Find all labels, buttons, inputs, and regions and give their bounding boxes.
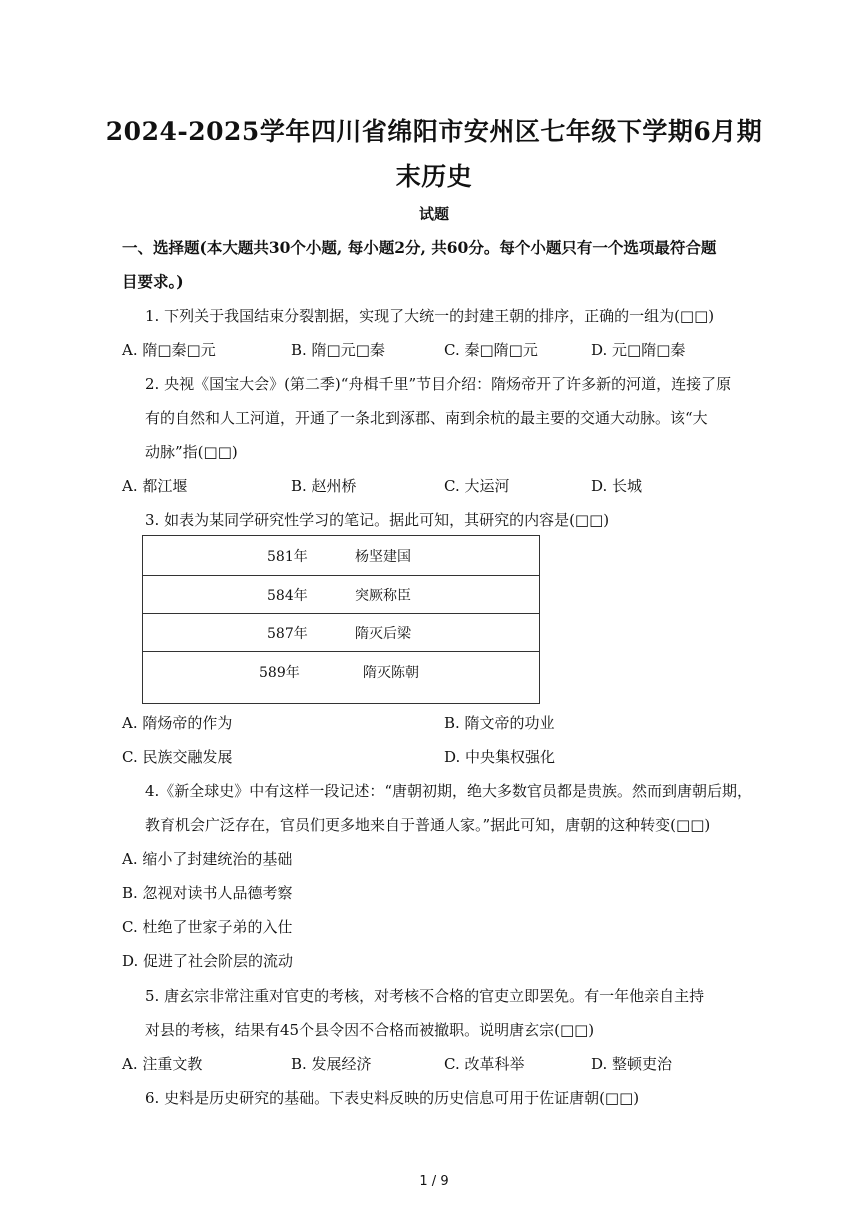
table-row [143,575,539,614]
section-heading-line-1: 一、选择题(本大题共30个小题, 每小题2分, 共60分。每个小题只有一个选项最符合题 [122,238,717,257]
question-1-option-a: A. 隋□秦□元 [122,341,216,359]
question-4-stem-line-1: 4.《新全球史》中有这样一段记述：“唐朝初期，绝大多数官员都是贵族。然而到唐朝后期， [145,782,752,800]
question-1-stem: 1. 下列关于我国结束分裂割据，实现了大统一的封建王朝的排序，正确的一组为(□□) [145,307,715,325]
question-2-option-b: B. 赵州桥 [291,477,357,495]
question-5-option-d: D. 整顿吏治 [591,1055,673,1073]
question-2-stem-line-3: 动脉”指(□□) [145,443,238,461]
document-title-line-1: 2024-2025学年四川省绵阳市安州区七年级下学期6月期 [105,117,763,146]
question-6-stem: 6. 史料是历史研究的基础。下表史料反映的历史信息可用于佐证唐朝(□□) [145,1089,640,1107]
question-1-option-b: B. 隋□元□秦 [291,341,385,359]
question-3-option-d: D. 中央集权强化 [444,748,556,766]
question-3-option-a: A. 隋炀帝的作为 [122,714,233,732]
question-2-stem-line-1: 2. 央视《国宝大会》(第二季)“舟楫千里”节目介绍：隋炀帝开了许多新的河道，连接了原 [145,375,732,393]
table-row [143,613,539,652]
table-year-cell: 589年 [259,665,300,681]
question-5-stem-line-2: 对县的考核，结果有45个县令因不合格而被撤职。说明唐玄宗(□□) [145,1021,595,1039]
question-2-option-d: D. 长城 [591,477,643,495]
question-3-option-c: C. 民族交融发展 [122,748,233,766]
document-subtitle: 试题 [418,205,449,223]
table-year-cell: 587年 [267,626,308,642]
question-1-option-c: C. 秦□隋□元 [444,341,538,359]
table-event-cell: 突厥称臣 [355,588,411,604]
question-4-option-d: D. 促进了社会阶层的流动 [122,952,294,970]
table-event-cell: 隋灭后梁 [355,626,411,642]
question-2-option-a: A. 都江堰 [122,477,188,495]
question-2-option-c: C. 大运河 [444,477,510,495]
question-3-stem: 3. 如表为某同学研究性学习的笔记。据此可知，其研究的内容是(□□) [145,511,610,529]
table-year-cell: 581年 [267,549,308,565]
question-4-option-c: C. 杜绝了世家子弟的入仕 [122,918,293,936]
section-heading-line-2: 目要求。) [122,272,184,291]
table-row [143,536,539,576]
document-title-line-2: 末历史 [395,162,473,191]
question-3-option-b: B. 隋文帝的功业 [444,714,555,732]
question-4-stem-line-2: 教育机会广泛存在，官员们更多地来自于普通人家。”据此可知，唐朝的这种转变(□□) [145,816,711,834]
question-5-option-c: C. 改革科举 [444,1055,525,1073]
question-4-option-b: B. 忽视对读书人品德考察 [122,884,293,902]
table-event-cell: 隋灭陈朝 [363,665,419,681]
question-1-option-d: D. 元□隋□秦 [591,341,686,359]
question-3-table [142,535,540,704]
table-row [143,651,539,703]
question-5-option-b: B. 发展经济 [291,1055,372,1073]
question-5-stem-line-1: 5. 唐玄宗非常注重对官吏的考核，对考核不合格的官吏立即罢免。有一年他亲自主持 [145,987,705,1005]
table-year-cell: 584年 [267,588,308,604]
question-2-stem-line-2: 有的自然和人工河道，开通了一条北到涿郡、南到余杭的最主要的交通大动脉。该“大 [145,409,708,427]
page-number: 1 / 9 [419,1174,449,1189]
question-5-option-a: A. 注重文教 [122,1055,203,1073]
table-event-cell: 杨坚建国 [355,549,411,565]
question-4-option-a: A. 缩小了封建统治的基础 [122,850,293,868]
